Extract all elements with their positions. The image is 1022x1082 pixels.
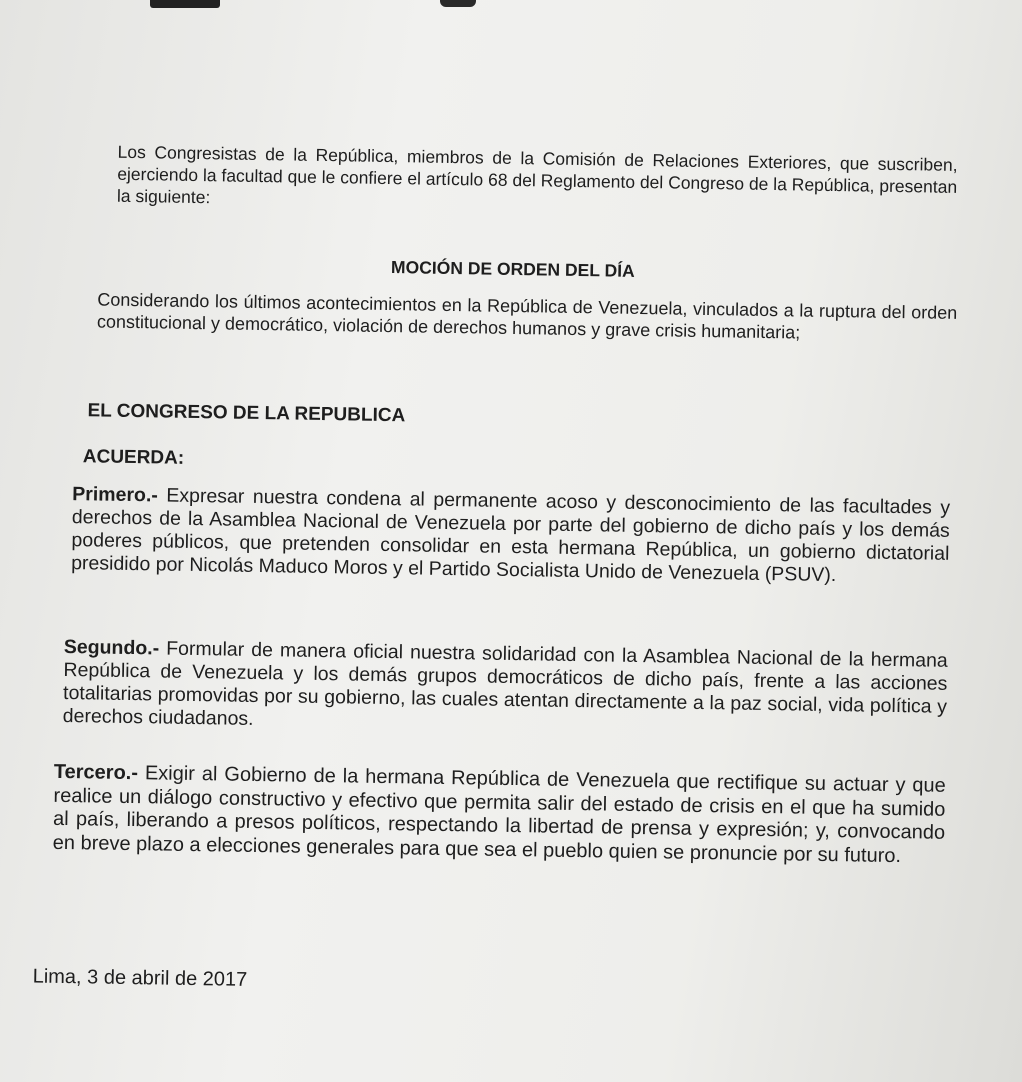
congreso-heading: EL CONGRESO DE LA REPUBLICA [87,400,406,427]
considerando-paragraph: Considerando los últimos acontecimientos en la República de Venezuela, vinculados a la ruptura del orden constitucional y democrático, violación de derechos humanos y grave crisis humanitaria; [96,289,958,343]
tercero-text: Exigir al Gobierno de la hermana República de Venezuela que rectifique su actuar y que realice un diálogo constructivo y efectivo que permita salir del estado de crisis en el que ha sumido al país, liberando a presos políticos, respectando la libertad de prensa y expresión; y, convocando en breve plazo a elecciones generales para que sea el pueblo quien se pronuncie por su futuro. [52,762,946,867]
acuerda-heading: ACUERDA: [82,446,185,469]
segundo-text: Formular de manera oficial nuestra solidaridad con la Asamblea Nacional de la hermana República de Venezuela y los demás grupos democráticos de dicho país, frente a las acciones totalitarias promovidas por su gobierno, las cuales atentan directamente a la paz social, vida política y derechos ciudadanos. [62,637,948,730]
segundo-paragraph [63,636,948,742]
segundo-label: Segundo.- [63,635,160,660]
intro-paragraph: Los Congresistas de la República, miembros de la Comisión de Relaciones Exteriores, que suscriben, ejerciendo la facultad que le confiere el artículo 68 del Reglamento del Congreso de la República, presentan la siguiente: [116,141,958,208]
letterhead-fragment-2 [440,0,476,7]
date-line: Lima, 3 de abril de 2017 [32,965,248,991]
document-body [32,128,970,991]
tercero-label: Tercero.- [53,760,139,785]
primero-paragraph [71,483,950,589]
tercero-paragraph [53,761,946,869]
primero-text: Expresar nuestra condena al permanente acoso y desconocimiento de las facultades y derechos de la Asamblea Nacional de Venezuela por parte del gobierno de dicho país y los demás poderes públicos, que pretenden consolidar en esta hermana República, un gobierno dictatorial presidido por Nicolás Maduco Moros y el Partido Socialista Unido de Venezuela (PSUV). [70,484,951,587]
letterhead-fragment [150,0,220,8]
primero-label: Primero.- [72,483,159,507]
motion-title: MOCIÓN DE ORDEN DEL DÍA [390,257,635,281]
